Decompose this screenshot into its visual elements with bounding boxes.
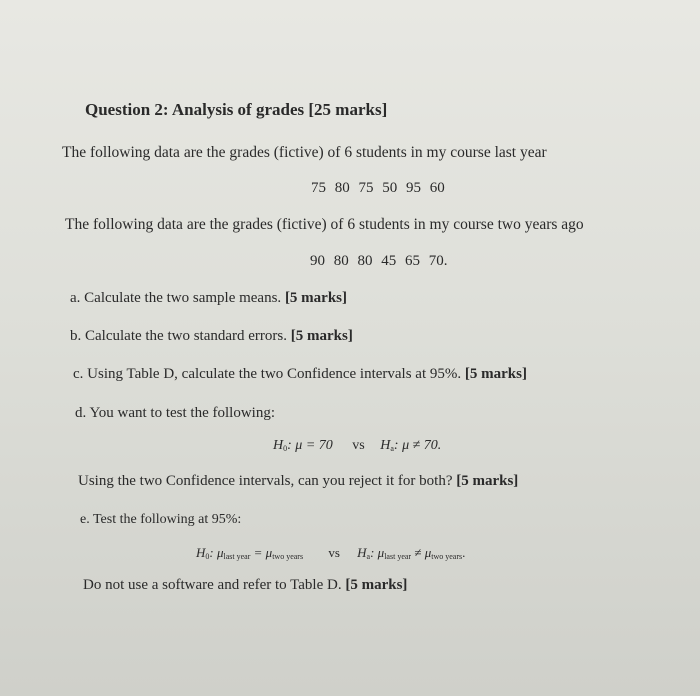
d-vs: vs: [352, 438, 365, 453]
part-a-text: a. Calculate the two sample means.: [70, 290, 282, 306]
d-followup-text: Using the two Confidence intervals, can you reject it for both?: [78, 473, 453, 489]
e-h0-mu1-subscript: last year: [223, 552, 251, 561]
title-text: Question 2: Analysis of grades: [85, 100, 305, 119]
e-note-text: Do not use a software and refer to Table D.: [83, 577, 342, 593]
d-h0-rest: : μ = 70: [287, 438, 333, 453]
d-h0-subscript: 0: [283, 444, 288, 453]
e-ha-symbol: H: [357, 545, 367, 560]
part-b-text: b. Calculate the two standard errors.: [70, 328, 288, 344]
part-d-hypotheses: [273, 439, 441, 453]
part-a-marks: [5 marks]: [284, 290, 348, 306]
part-c-text: c. Using Table D, calculate the two Confidence intervals at 95%.: [73, 366, 462, 382]
part-b-marks: [5 marks]: [290, 328, 353, 344]
e-h0-subscript: 0: [205, 552, 210, 561]
part-e-hypotheses: [196, 546, 465, 561]
title-marks: [25 marks]: [308, 100, 388, 119]
part-c-marks: [5 marks]: [464, 366, 527, 382]
d-ha-rest: : μ ≠ 70.: [393, 438, 442, 453]
part-a: [70, 291, 347, 306]
part-d: d. You want to test the following:: [75, 405, 276, 421]
part-d-followup: [78, 474, 518, 489]
part-c: [73, 367, 527, 382]
question-title: [85, 101, 387, 118]
e-h0-mu2: = μ: [250, 545, 273, 560]
e-ha-subscript: a: [366, 552, 371, 561]
e-ha-mu2: ≠ μ: [411, 545, 432, 560]
e-vs: vs: [328, 545, 340, 560]
intro-last-year: The following data are the grades (fictive) of 6 students in my course last year: [62, 144, 547, 161]
part-b: [70, 329, 353, 344]
e-ha-mu1: : μ: [370, 545, 385, 560]
e-ha-end: .: [462, 545, 466, 560]
data-last-year: 75 80 75 50 95 60: [311, 180, 445, 196]
e-h0-symbol: H: [196, 545, 206, 560]
e-note-marks: [5 marks]: [345, 577, 408, 593]
d-ha-symbol: H: [380, 438, 391, 453]
e-h0-mu1: : μ: [209, 545, 224, 560]
part-e: e. Test the following at 95%:: [80, 512, 242, 527]
d-followup-marks: [5 marks]: [456, 473, 519, 489]
data-two-years: 90 80 80 45 65 70.: [310, 253, 448, 269]
e-ha-mu2-subscript: two years: [431, 552, 463, 561]
part-e-note: [83, 578, 407, 593]
e-ha-mu1-subscript: last year: [384, 552, 412, 561]
e-h0-mu2-subscript: two years: [272, 552, 304, 561]
d-ha-subscript: a: [390, 444, 394, 453]
intro-two-years: The following data are the grades (fictive) of 6 students in my course two years ago: [65, 216, 584, 233]
d-h0-symbol: H: [273, 438, 284, 453]
